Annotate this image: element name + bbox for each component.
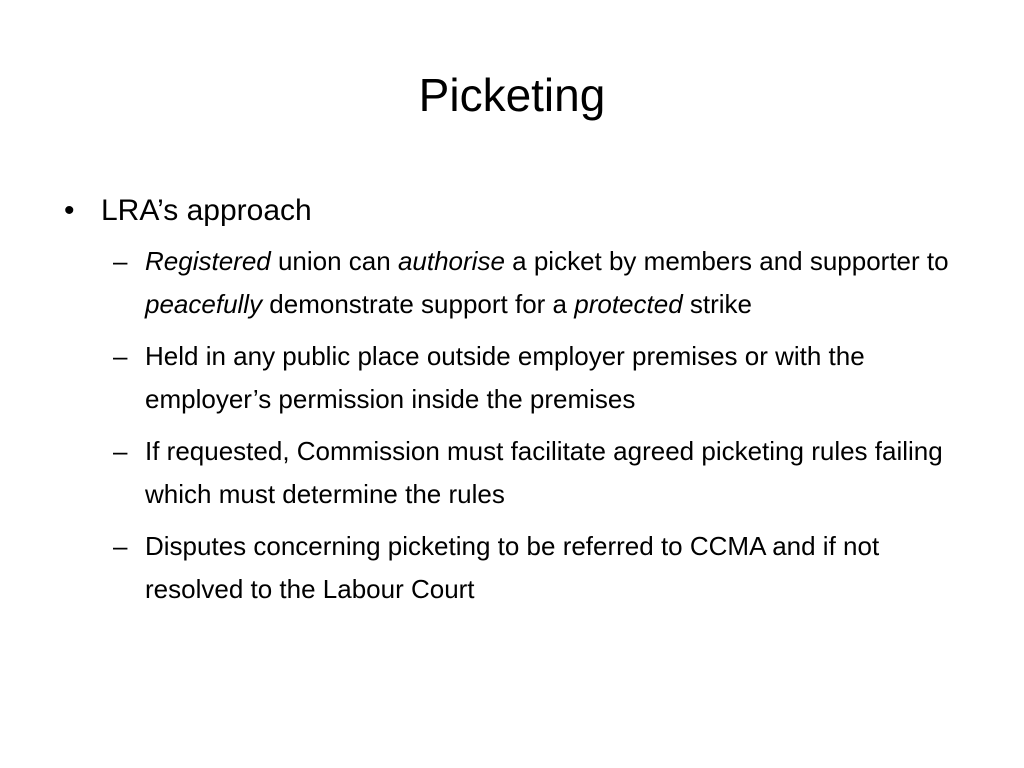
sub-bullet-item xyxy=(62,240,955,326)
sub-bullet-text: If requested, Commission must facilitate agreed picketing rules failing which must determine the rules xyxy=(145,436,943,509)
sub-bullet-text: Disputes concerning picketing to be referred to CCMA and if not resolved to the Labour Court xyxy=(145,531,880,604)
dash-icon: – xyxy=(113,341,128,371)
text-segment: union can xyxy=(270,246,398,276)
italic-term-registered: Registered xyxy=(145,246,271,276)
slide-title: Picketing xyxy=(418,69,606,121)
sub-bullet-item xyxy=(62,525,955,611)
sub-bullet-item xyxy=(62,335,955,421)
bullet-icon: • xyxy=(64,194,75,227)
bullet-text: LRA’s approach xyxy=(101,194,312,227)
text-segment: a picket by members and supporter to xyxy=(504,246,949,276)
dash-icon: – xyxy=(113,246,128,276)
sub-bullet-item xyxy=(62,430,955,516)
dash-icon: – xyxy=(113,531,128,561)
sub-bullet-list xyxy=(62,240,962,611)
sub-bullet-text: Held in any public place outside employer premises or with the employer’s permission inside the premises xyxy=(145,341,865,414)
slide-content xyxy=(62,188,962,620)
text-segment: demonstrate support for a xyxy=(262,289,575,319)
bullet-item xyxy=(62,188,962,234)
text-segment: strike xyxy=(682,289,752,319)
sub-bullet-text xyxy=(145,246,949,319)
italic-term-authorise: authorise xyxy=(397,246,505,276)
dash-icon: – xyxy=(113,436,128,466)
italic-term-protected: protected xyxy=(574,289,683,319)
italic-term-peacefully: peacefully xyxy=(145,289,263,319)
